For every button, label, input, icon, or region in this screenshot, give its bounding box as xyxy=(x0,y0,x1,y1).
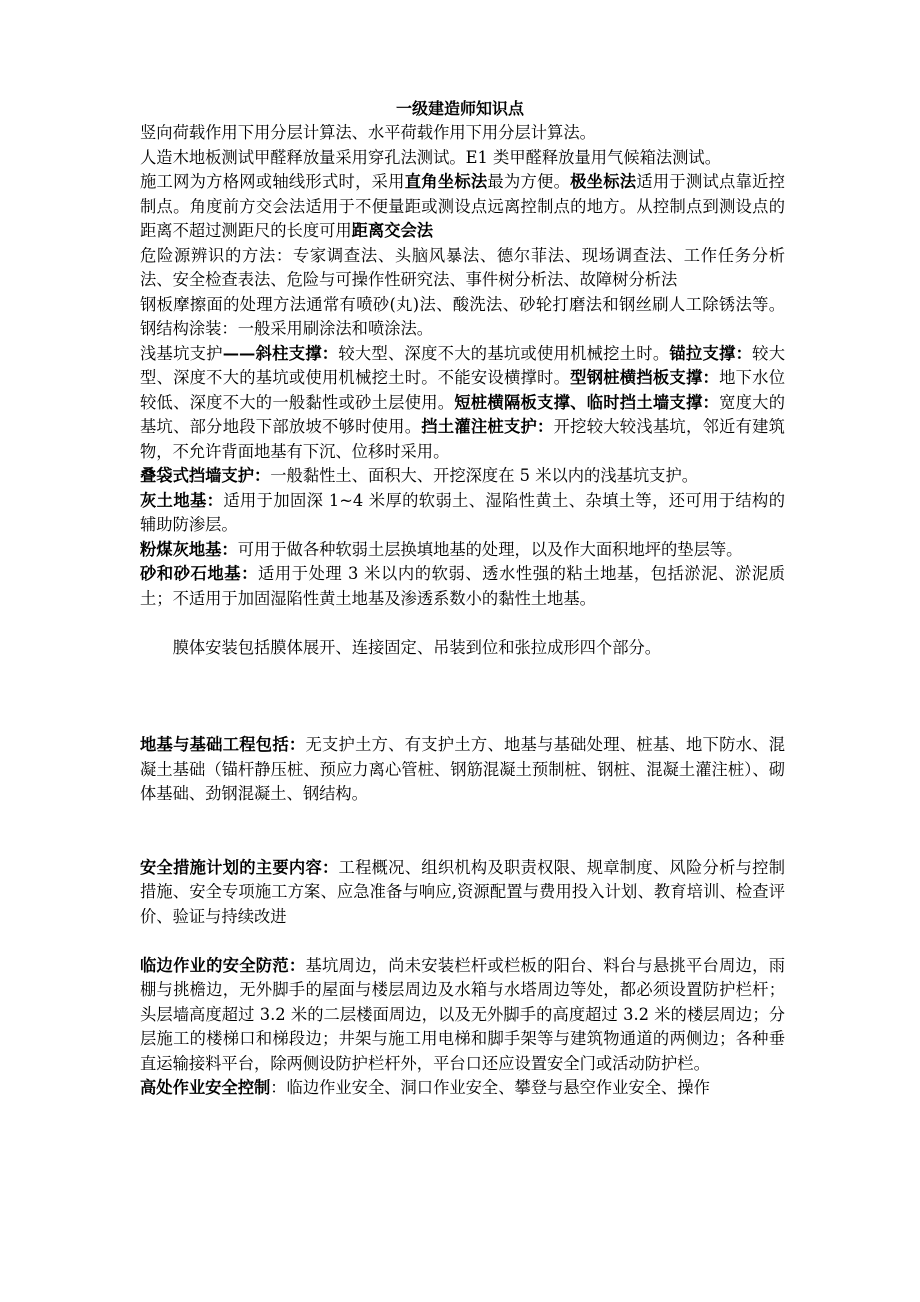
bold-term: 叠袋式挡墙支护： xyxy=(140,466,271,485)
text: 最为方便。 xyxy=(487,172,571,191)
paragraph-lime-soil-foundation xyxy=(140,489,785,538)
text: 无支护土方、有支护土方、地基与基础处理、桩基、地下防水、混凝土基础（锚杆静压桩、预应力离心管桩、钢筋混凝土预制桩、钢桩、混凝土灌注桩）、砌体基础、劲钢混凝土、钢结构。 xyxy=(140,735,785,803)
text: 工程概况、组织机构及职责权限、规章制度、风险分析与控制措施、安全专项施工方案、应急准备与响应,资源配置与费用投入计划、教育培训、检查评价、验证与持续改进 xyxy=(140,857,785,926)
spacer xyxy=(140,660,785,733)
bold-term: 短桩横隔板支撑、临时挡土墙支撑： xyxy=(454,392,720,412)
text: 地下水位较低、深度不大的一般黏性或砂土层使用。 xyxy=(140,368,785,412)
bold-term: 粉煤灰地基： xyxy=(140,539,238,559)
text: 可用于做各种软弱土层换填地基的处理，以及作大面积地坪的垫层等。 xyxy=(237,539,743,559)
text: 适用于处理 3 米以内的软弱、透水性强的粘土地基，包括淤泥、淤泥质土；不适用于加固湿陷性黄土地基及渗透系数小的黏性土地基。 xyxy=(140,564,785,608)
spacer xyxy=(140,807,785,856)
paragraph-foundation-works xyxy=(140,733,785,807)
paragraph-bag-retaining-wall xyxy=(140,464,785,489)
spacer xyxy=(140,611,785,636)
paragraph-formaldehyde: 人造木地板测试甲醛释放量采用穿孔法测试。E1 类甲醛释放量用气候箱法测试。 xyxy=(140,147,721,167)
paragraph-steel-surface: 钢板摩擦面的处理方法通常有喷砂(丸)法、酸洗法、砂轮打磨法和钢丝刷人工除锈法等。钢结构涂装：一般采用刷涂法和喷涂法。 xyxy=(140,294,785,338)
paragraph-load-calc: 竖向荷载作用下用分层计算法、水平荷载作用下用分层计算法。 xyxy=(140,123,596,142)
text: 一般黏性土、面积大、开挖深度在 5 米以内的浅基坑支护。 xyxy=(270,466,699,485)
text: ：临边作业安全、洞口作业安全、攀登与悬空作业安全、操作 xyxy=(270,1078,710,1097)
paragraph-hazard-identification: 危险源辨识的方法：专家调查法、头脑风暴法、德尔菲法、现场调查法、工作任务分析法、安全检查表法、危险与可操作性研究法、事件树分析法、故障树分析法 xyxy=(140,245,785,289)
bold-term: 锚拉支撑： xyxy=(669,343,753,363)
spacer xyxy=(140,929,785,954)
text: 宽度大的基坑、部分地段下部放坡不够时使用。 xyxy=(140,392,785,436)
bold-term: 安全措施计划的主要内容： xyxy=(140,857,339,877)
paragraph-sand-gravel-foundation xyxy=(140,562,785,611)
bold-term: 临边作业的安全防范： xyxy=(140,955,306,975)
paragraph-fly-ash-foundation xyxy=(140,538,785,563)
paragraph-edge-protection xyxy=(140,954,785,1077)
document-title: 一级建造师知识点 xyxy=(395,99,524,118)
text: 较大型、深度不大的基坑或使用机械挖土时。不能安设横撑时。 xyxy=(140,343,785,387)
paragraph-pit-support xyxy=(140,342,785,465)
paragraph-safety-plan xyxy=(140,856,785,930)
bold-term: 砂和砂石地基： xyxy=(140,564,258,583)
bold-term: 地基与基础工程包括： xyxy=(140,735,306,754)
bold-term: 高处作业安全控制 xyxy=(140,1078,271,1097)
text: 较大型、深度不大的基坑或使用机械挖土时。 xyxy=(338,343,670,363)
bold-term: 直角坐标法 xyxy=(404,172,488,191)
paragraph-membrane-install: 膜体安装包括膜体展开、连接固定、吊装到位和张拉成形四个部分。 xyxy=(172,637,662,657)
bold-term: 距离交会法 xyxy=(351,221,434,240)
text: 浅基坑支护 xyxy=(140,343,223,363)
document-body xyxy=(140,121,785,1101)
bold-term: 挡土灌注桩支护： xyxy=(421,417,554,436)
paragraph-height-work-safety xyxy=(140,1076,785,1101)
bold-term: 型钢桩横挡板支撑： xyxy=(570,368,720,387)
text: 开挖较大较浅基坑，邻近有建筑物，不允许背面地基有下沉、位移时采用。 xyxy=(140,417,785,461)
text: 基坑周边，尚未安装栏杆或栏板的阳台、料台与悬挑平台周边，雨棚与挑檐边，无外脚手的屋面与楼层周边及水箱与水塔周边等处，都必须设置防护栏杆；头层墙高度超过 3.2 米的二层楼面周边，以及无外脚手的高度超过 3.2 米的楼层周边；分层施工的楼梯口和梯段边；井架与施工用电梯和脚手架等与建筑物通道的两侧边；各种垂直运输接料平台，除两侧设防护栏杆外，平台口还应设置安全门或活动防护栏。 xyxy=(140,955,785,1073)
bold-term: 灰土地基： xyxy=(140,490,224,510)
bold-term: 极坐标法 xyxy=(570,172,637,191)
text: 施工网为方格网或轴线形式时，采用 xyxy=(140,172,405,191)
bold-term: ——斜柱支撑： xyxy=(222,343,339,363)
paragraph-survey-methods xyxy=(140,170,785,244)
text: 适用于加固深 1~4 米厚的软弱土、湿陷性黄土、杂填土等，还可用于结构的辅助防渗层。 xyxy=(140,490,785,534)
text: 适用于测试点靠近控制点。角度前方交会法适用于不便量距或测设点远离控制点的地方。从控制点到测设点的距离不超过测距尺的长度可用 xyxy=(140,172,785,240)
